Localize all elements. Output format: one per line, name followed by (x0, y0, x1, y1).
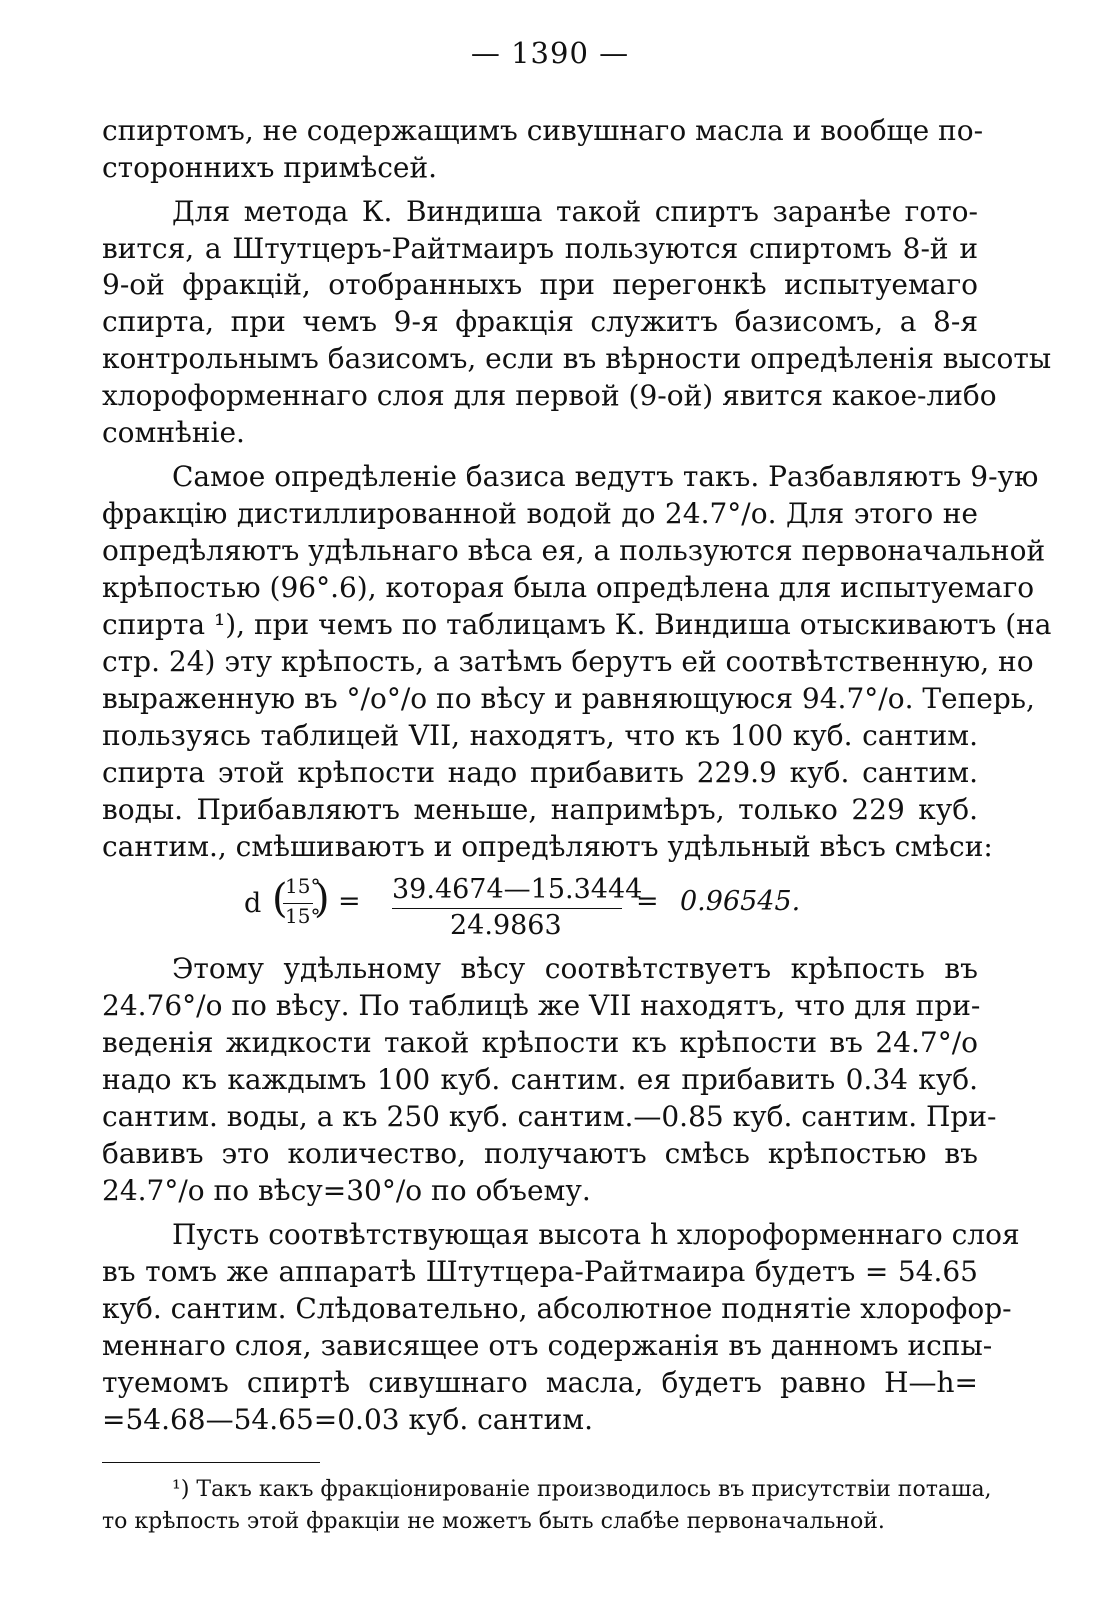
text-line: надо къ каждымъ 100 куб. сантим. ея прибавить 0.34 куб. (102, 1063, 978, 1096)
text-line: пользуясь таблицей VII, находятъ, что къ 100 куб. сантим. (102, 719, 978, 752)
text-line: въ томъ же аппаратѣ Штутцера-Райтмаира будетъ = 54.65 (102, 1255, 978, 1288)
text-line: спирта ¹), при чемъ по таблицамъ К. Виндиша отыскиваютъ (на (102, 608, 1052, 641)
formula-denominator: 24.9863 (450, 910, 562, 941)
text-line: выраженную въ °/о°/о по вѣсу и равняющуюся 94.7°/о. Теперь, (102, 682, 1035, 715)
text-line: сантим. воды, а къ 250 куб. сантим.—0.85 куб. сантим. При- (102, 1100, 997, 1133)
text-line: воды. Прибавляютъ меньше, напримѣръ, только 229 куб. (102, 793, 978, 826)
text-line: бавивъ это количество, получаютъ смѣсь крѣпостью въ (102, 1137, 978, 1170)
text-line: меннаго слоя, зависящее отъ содержанія въ данномъ испы- (102, 1329, 993, 1362)
text-line: спиртомъ, не содержащимъ сивушнаго масла и вообще по- (102, 114, 984, 147)
text-line: контрольнымъ базисомъ, если въ вѣрности опредѣленія высоты (102, 342, 1052, 375)
formula-equals: = (338, 886, 361, 917)
text-line: =54.68—54.65=0.03 куб. сантим. (102, 1403, 593, 1436)
text-line: куб. сантим. Слѣдовательно, абсолютное поднятіе хлорофор- (102, 1292, 1012, 1325)
text-line: хлороформеннаго слоя для первой (9-ой) явится какое-либо (102, 379, 997, 412)
text-line: стр. 24) эту крѣпость, а затѣмъ берутъ ей соотвѣтственную, но (102, 645, 1034, 678)
text-line: 24.7°/о по вѣсу=30°/о по объему. (102, 1174, 591, 1207)
footnote-rule (102, 1462, 320, 1463)
text-line: крѣпостью (96°.6), которая была опредѣлена для испытуемаго (102, 571, 1035, 604)
formula-temp-denominator: 15° (285, 904, 321, 928)
formula-paren-open: ( (272, 876, 288, 922)
footnote-line: то крѣпость этой фракціи не можетъ быть слабѣе первоначальной. (102, 1509, 885, 1534)
formula-symbol: d (244, 888, 262, 919)
page-number: — 1390 — (470, 36, 630, 70)
text-line: туемомъ спиртѣ сивушнаго масла, будетъ равно H—h= (102, 1366, 978, 1399)
text-line: опредѣляютъ удѣльнаго вѣса ея, а пользуются первоначальной (102, 534, 1046, 567)
text-line: Этому удѣльному вѣсу соотвѣтствуетъ крѣпость въ (172, 952, 978, 985)
text-line: фракцію дистиллированной водой до 24.7°/о. Для этого не (102, 497, 978, 530)
text-line: Самое опредѣленіе базиса ведутъ такъ. Разбавляютъ 9-ую (172, 460, 1039, 493)
text-line: Пусть соотвѣтствующая высота h хлороформеннаго слоя (172, 1218, 1020, 1251)
formula-result: 0.96545. (680, 886, 801, 917)
formula (0, 874, 1100, 944)
formula-paren-close: ) (314, 876, 330, 922)
footnote-line: ¹) Такъ какъ фракціонированіе производилось въ присутствіи поташа, (172, 1477, 992, 1502)
text-line: 24.76°/о по вѣсу. По таблицѣ же VII находятъ, что для при- (102, 989, 981, 1022)
text-line: спирта, при чемъ 9-я фракція служитъ базисомъ, а 8-я (102, 305, 978, 338)
formula-numerator: 39.4674—15.3444 (392, 874, 643, 905)
formula-temp-numerator: 15° (285, 874, 321, 898)
formula-equals-2: = (636, 886, 659, 917)
text-line: сантим., смѣшиваютъ и опредѣляютъ удѣльный вѣсъ смѣси: (102, 830, 993, 863)
text-line: Для метода К. Виндиша такой спиртъ заранѣе гото- (172, 195, 978, 228)
text-line: сомнѣніе. (102, 416, 245, 449)
text-line: стороннихъ примѣсей. (102, 151, 438, 184)
text-line: 9-ой фракцій, отобранныхъ при перегонкѣ испытуемаго (102, 268, 978, 301)
text-line: вится, а Штутцеръ-Райтмаиръ пользуются спиртомъ 8-й и (102, 232, 978, 265)
text-line: спирта этой крѣпости надо прибавить 229.9 куб. сантим. (102, 756, 978, 789)
text-line: веденія жидкости такой крѣпости къ крѣпости въ 24.7°/о (102, 1026, 978, 1059)
formula-fraction-bar (392, 908, 622, 909)
